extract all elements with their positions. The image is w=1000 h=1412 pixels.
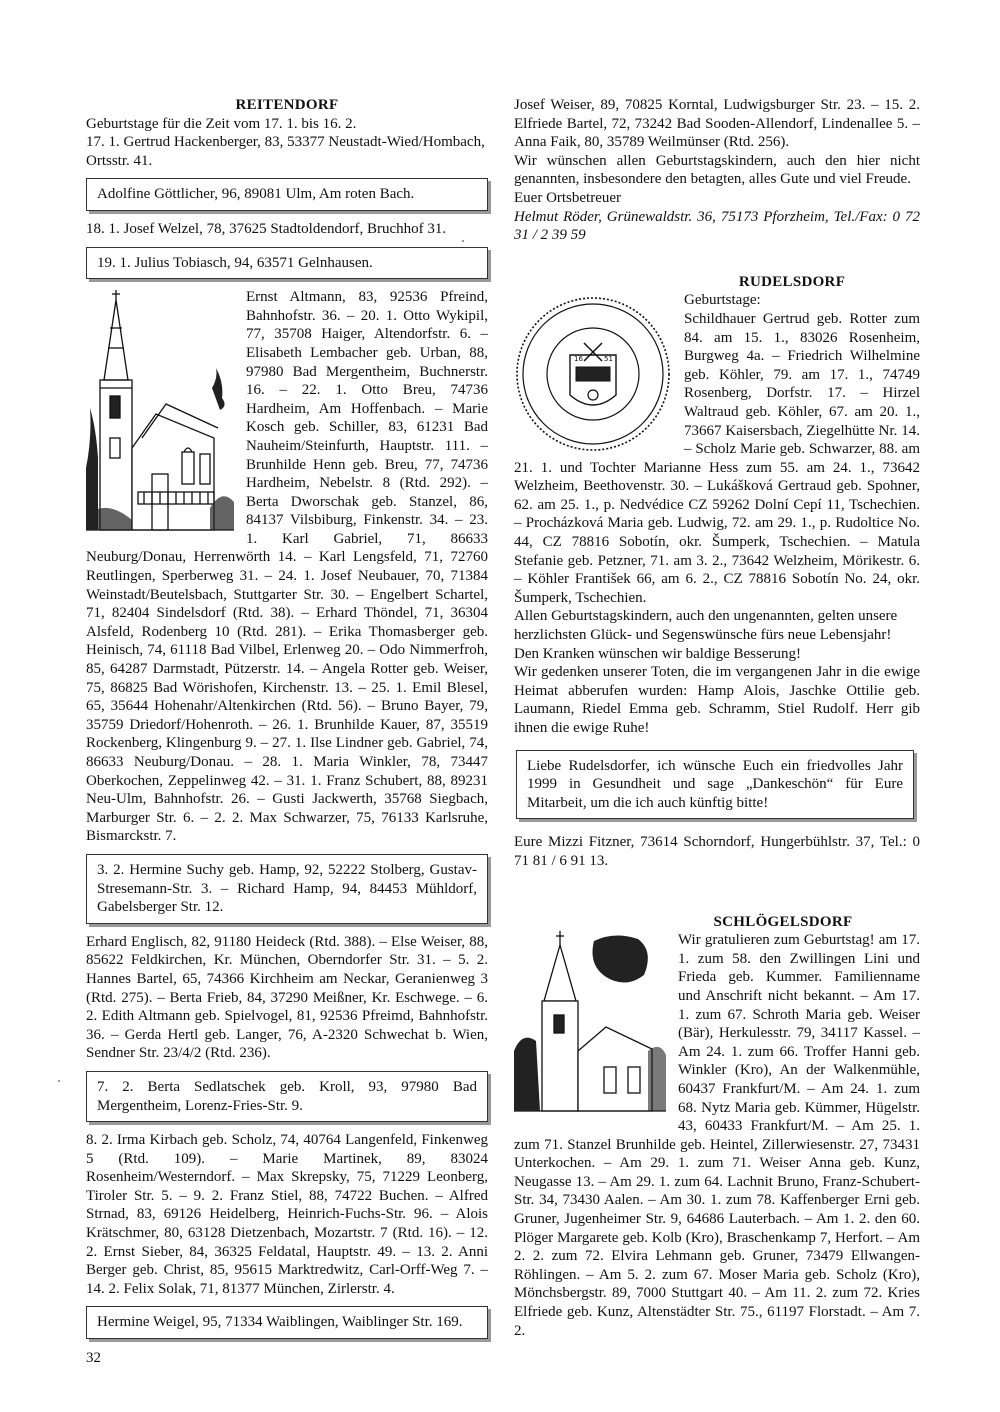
schloegelsdorf-entries: Wir gratulieren zum Geburtstag! am 17. 1. zum 58. den Zwillingen Lini und Frieda geb. Kummer. Familienname und Anschrift nicht bekannt. – Am 17. 1. zum 67. Schroth Maria geb. Weiser (Bär), Herkulesstr. 79, 34117 Kassel. – Am 24. 1. zum 66. Troffer Hanni geb. Winkler (Kro), An der Walkenmühle, 60437 Frankfurt/M. – Am 24. 1. zum 68. Nytz Maria geb. Kümmer, Hügelstr. 43, 60433 Frankfurt/M. – Am 25. 1. zum 71. Stanzel Brunhilde geb. Heintel, Zillerwiesenstr. 27, 73431 Unterkochen. – Am 29. 1. zum 71. Weiser Anna geb. Kunz, Neugasse 13. – Am 29. 1. zum 64. Lachnit Bruno, Franz-Schubert-Str. 34, 73430 Aalen. – Am 30. 1. zum 78. Kaffenberger Erni geb. Gruner, Jugenheimer Str. 9, 64686 Lauterbach. – Am 1. 2. den 60. Plöger Margarete geb. Kolb (Kro), Braschenkamp 7, Herfort. – Am 2. 2. zum 72. Elvira Lehmann geb. Gruner, 73479 Ellwangen-Röhlingen. – Am 5. 2. zum 67. Moser Maria geb. Scholz (Kro), Mönchsbergstr. 89, 7000 Stuttgart 40. – Am 11. 2. zum 72. Kries Elfriede geb. Kunz, Altenstädter Str. 75., 61197 Florstadt. – Am 7. 2. bbox=[514, 932, 920, 1339]
rudelsdorf-intro: Geburtstage: bbox=[684, 292, 761, 309]
page-number: 32 bbox=[86, 1350, 101, 1366]
reitendorf-main-block bbox=[86, 288, 488, 846]
reitendorf-entries-main: Ernst Altmann, 83, 92536 Pfreind, Bahnhofstr. 36. – 20. 1. Otto Wykipil, 77, 35708 Haiger, Altendorfstr. 6. – Elisabeth Lembacher geb. Urban, 88, 97980 Bad Mergentheim, Buchnerstr. 16. – 22. 1. Otto Breu, 74736 Hardheim, Am Hoffenbach. – Marie Kosch geb. Schiller, 83, 61231 Bad Nauheim/Steinfurth, Hauptstr. 111. – Brunhilde Henn geb. Breu, 77, 74736 Hardheim, Nebelstr. 8 (Rtd. 292). – Berta Dworschak geb. Stanzel, 86, 84137 Vilsbiburg, Finkenstr. 34. – 23. 1. Karl Gabriel, 71, 86633 Neuburg/Donau, Herrenwörth 14. – Karl Lengsfeld, 71, 72760 Reutlingen, Sperberweg 31. – 24. 1. Josef Neubauer, 70, 71384 Weinstadt/Beutelsbach, Stuttgarter Str. 30. – Engelbert Schartel, 71, 82404 Sindelsdorf (Rtd. 38). – Erhard Thöndel, 71, 36304 Alsfeld, Rodenberg 10 (Rtd. 281). – Erika Thomasberger geb. Heinisch, 74, 61118 Bad Vilbel, Erlenweg 20. – Odo Nimmerfroh, 85, 64287 Darmstadt, Pützerstr. 14. – Angela Rotter geb. Weiser, 75, 86825 Bad Wörishofen, Kirchenstr. 13. – 25. 1. Emil Blesel, 65, 35644 Hohenahr/Altenkirchen (Rtd. 56). – Bruno Bayer, 79, 35759 Driedorf/Hohenroth. – 26. 1. Brunhilde Kauer, 87, 35519 Rockenberg, Klingenburg 9. – 27. 1. Ilse Lindner geb. Gabriel, 74, 86633 Neuburg/Donau. – 28. 1. Maria Winkler, 78, 73447 Oberkochen, Zeppelinweg 42. – 31. 1. Franz Schubert, 88, 89231 Neu-Ulm, Bahnhofstr. 26. – Gusti Jackwerth, 35768 Siegbach, Marburger Str. 6. – 2. 2. Max Schwarzer, 75, 76133 Karlsruhe, Bismarckstr. 7. bbox=[86, 289, 488, 845]
reitendorf-entry-2: 18. 1. Josef Welzel, 78, 37625 Stadtoldendorf, Bruchhof 31. bbox=[86, 220, 447, 237]
schloegelsdorf-block bbox=[514, 931, 920, 1340]
continuation-entries: Josef Weiser, 89, 70825 Korntal, Ludwigsburger Str. 23. – 15. 2. Elfriede Bartel, 72, 73242 Bad Sooden-Allendorf, Lindenallee 5. – Anna Faik, 80, 35789 Weilmünser (Rtd. 256). bbox=[514, 97, 920, 151]
reitendorf-intro: Geburtstage für die Zeit vom 17. 1. bis 16. 2. bbox=[86, 115, 357, 132]
reitendorf-entries-4: Erhard Englisch, 82, 91180 Heideck (Rtd. 388). – Else Weiser, 88, 85622 Feldkirchen, Kr. München, Oberndorfer Str. 31. – 5. 2. Hannes Bartel, 65, 74366 Kirchheim am Neckar, Geranienweg 3 (Rtd. 275). – Berta Frieb, 84, 37290 Meißner, Kr. Eschwege. – 6. 2. Edith Altmann geb. Spielvogel, 81, 92536 Pfreimd, Bahnhofstr. 36. – Gerda Hertl geb. Langer, 76, A-2320 Schwechat b. Wien, Sendner Str. 23/4/2 (Rtd. 236). bbox=[86, 933, 488, 1062]
continuation-wishes: Wir wünschen allen Geburtstagskindern, auch den hier nicht genannten, insbesondere den betagten, alles Gute und viel Freude. bbox=[514, 152, 920, 188]
highlight-box-5: Hermine Weigel, 95, 71334 Waiblingen, Waiblinger Str. 169. bbox=[86, 1306, 488, 1339]
rudelsdorf-wishes: Allen Geburtstagskindern, auch den ungenannten, gelten unsere herzlichsten Glück- und Segenswünsche fürs neue Lebensjahr! Den Kranken wünschen wir baldige Besserung! bbox=[514, 608, 898, 662]
highlight-box-3: 3. 2. Hermine Suchy geb. Hamp, 92, 52222 Stolberg, Gustav-Stresemann-Str. 3. – Richard Hamp, 94, 84453 Mühldorf, Gabelsberger Str. 12. bbox=[86, 854, 488, 924]
continuation-contact: Helmut Röder, Grünewaldstr. 36, 75173 Pforzheim, Tel./Fax: 0 72 31 / 2 39 59 bbox=[514, 208, 920, 244]
church-illustration bbox=[86, 288, 234, 540]
rudelsdorf-signature: Eure Mizzi Fitzner, 73614 Schorndorf, Hungerbühlstr. 37, Tel.: 0 71 81 / 6 91 13. bbox=[514, 834, 920, 869]
scan-speck bbox=[58, 1080, 60, 1082]
section-title-reitendorf: REITENDORF bbox=[235, 97, 339, 113]
chapel-illustration bbox=[514, 931, 666, 1119]
scan-speck bbox=[462, 240, 464, 242]
reitendorf-entries-5: 8. 2. Irma Kirbach geb. Scholz, 74, 40764 Langenfeld, Finkenweg 5 (Rtd. 109). – Marie Martinek, 89, 83024 Rosenheim/Westerndorf. – Max Skrepsky, 75, 71229 Leonberg, Tiroler Str. 5. – 9. 2. Franz Stiel, 88, 74722 Buchen. – Alfred Strnad, 83, 69126 Heidelberg, Heinrich-Fuchs-Str. 96. – Alois Krätschmer, 80, 63128 Dietzenbach, Mozartstr. 7 (Rtd. 16). – 12. 2. Ernst Sieber, 84, 36325 Feldatal, Hauptstr. 49. – 13. 2. Anni Berger geb. Christ, 85, 95615 Marktredwitz, Carl-Orff-Weg 7. – 14. 2. Felix Solak, 71, 81377 München, Zirlerstr. 4. bbox=[86, 1132, 488, 1297]
rudelsdorf-entries: Schildhauer Gertrud geb. Rotter zum 84. am 15. 1., 83026 Rosenheim, Burgweg 4a. – Friedrich Wilhelmine geb. Köhler, 79. am 17. 1., 74749 Rosenberg, Dorfstr. 17. – Hirzel Waltraud geb. Köhler, 67. am 20. 1., 73667 Kaisersbach, Ziegelhütte Nr. 14. – Scholz Marie geb. Schwarzer, 88. am 21. 1. und Tochter Marianne Hess zum 55. am 24. 1., 73642 Welzheim, Beethovenstr. 30. – Lukášková Gertraud geb. Spohner, 62. am 25. 1., p. Nedvédice CZ 59262 Dolní Cepí 11, Tschechien. – Procházková Maria geb. Ludwig, 72. am 29. 1., p. Rudoltice No. 44, CZ 78816 Sobotín, okr. Šumperk, Tschechien. – Matula Stefanie geb. Petzner, 71. am 3. 2., 73642 Welzheim, Mörikestr. 6. – Köhler František 66, am 6. 2., CZ 78816 Sobotín No. 24, okr. Šumperk, Tschechien. bbox=[514, 310, 920, 606]
svg-text:16: 16 bbox=[574, 355, 583, 364]
continuation-signoff: Euer Ortsbetreuer bbox=[514, 189, 622, 206]
left-column bbox=[86, 96, 488, 1348]
right-column bbox=[514, 96, 920, 1340]
rudelsdorf-memorial: Wir gedenken unserer Toten, die im vergangenen Jahr in die ewige Heimat abberufen wurden: Hamp Alois, Jaschke Ottilie geb. Laumann, Riedel Emma geb. Schramm, Stiel Rudolf. Herr gib ihnen die ewige Ruhe! bbox=[514, 664, 920, 736]
rudelsdorf-block bbox=[514, 291, 920, 607]
village-seal-emblem bbox=[514, 295, 672, 453]
rudelsdorf-thanks-box: Liebe Rudelsdorfer, ich wünsche Euch ein friedvolles Jahr 1999 in Gesundheit und sage „Dankeschön“ für Eure Mitarbeit, um die ich auch künftig bitte! bbox=[516, 750, 914, 820]
section-title-schloegelsdorf: SCHLÖGELSDORF bbox=[713, 913, 853, 930]
svg-text:51: 51 bbox=[604, 355, 613, 364]
section-title-rudelsdorf: RUDELSDORF bbox=[738, 273, 846, 290]
highlight-box-4: 7. 2. Berta Sedlatschek geb. Kroll, 93, 97980 Bad Mergentheim, Lorenz-Fries-Str. 9. bbox=[86, 1071, 488, 1122]
highlight-box-1: Adolfine Göttlicher, 96, 89081 Ulm, Am roten Bach. bbox=[86, 178, 488, 211]
highlight-box-2: 19. 1. Julius Tobiasch, 94, 63571 Gelnhausen. bbox=[86, 247, 488, 280]
reitendorf-entry-1: 17. 1. Gertrud Hackenberger, 83, 53377 Neustadt-Wied/Hombach, Ortsstr. 41. bbox=[86, 134, 485, 169]
